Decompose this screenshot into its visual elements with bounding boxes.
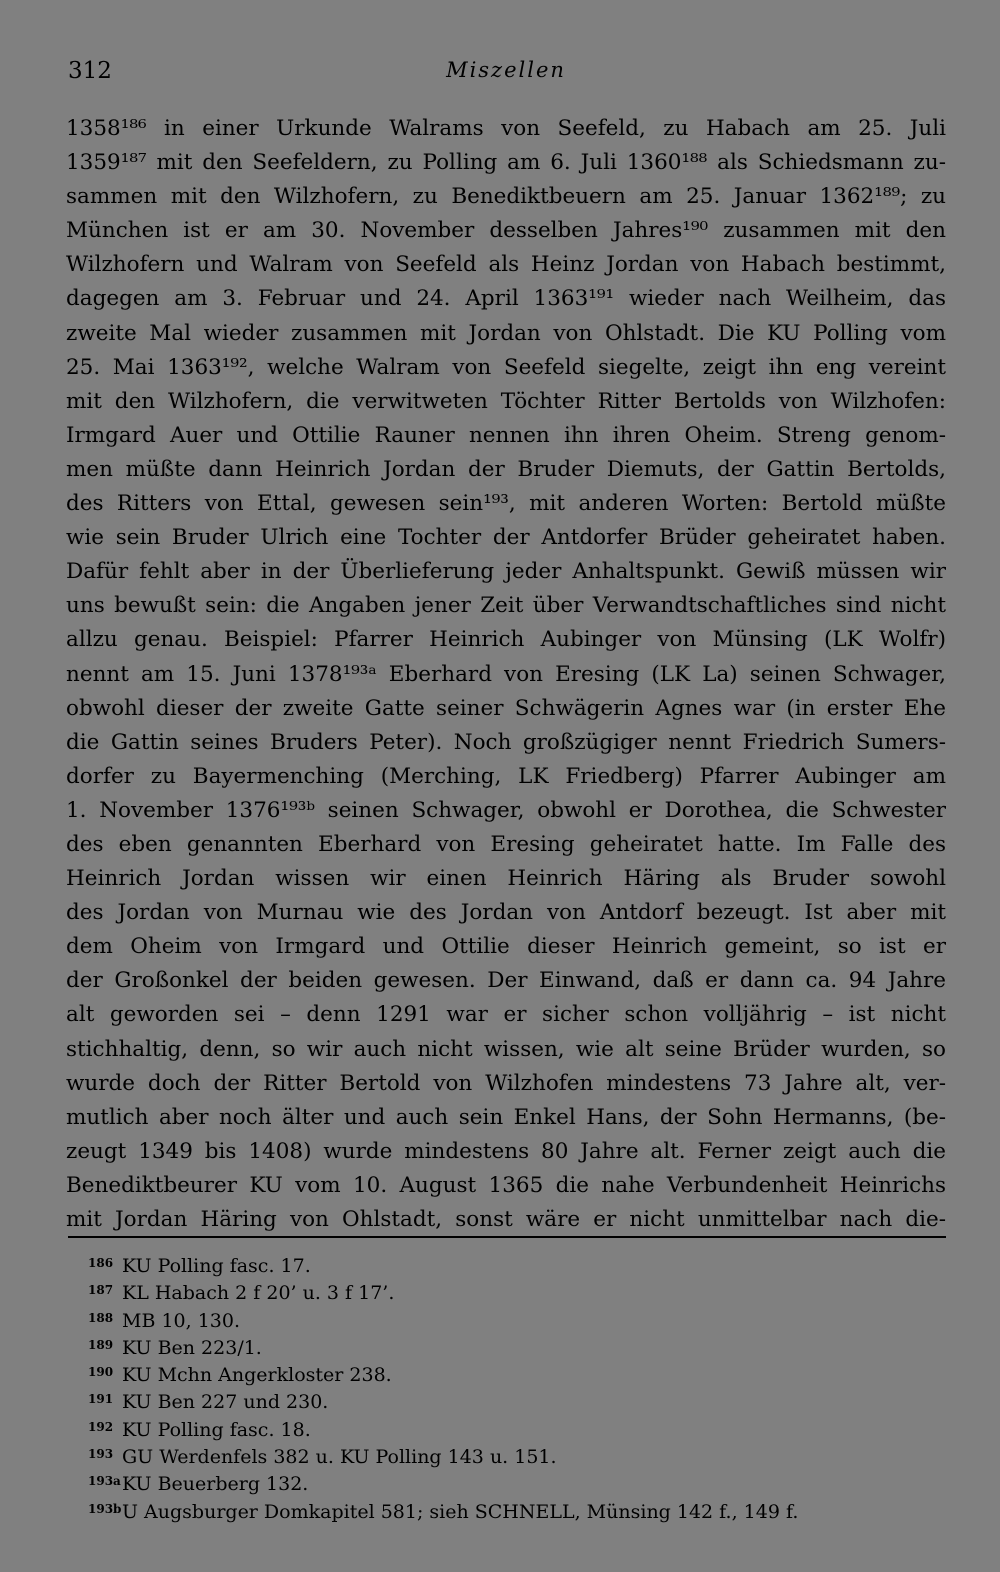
footnote — [88, 1441, 946, 1468]
footnotes — [88, 1250, 946, 1523]
footnote — [88, 1468, 946, 1495]
footnote-text: MB 10, 130. — [122, 1309, 241, 1332]
text-line: München ist er am 30. November desselben Jahres¹⁹⁰ zusammen mit den — [66, 218, 946, 244]
footnote — [88, 1277, 946, 1304]
footnote-number: 193 — [88, 1447, 114, 1462]
text-line: wurde doch der Ritter Bertold von Wilzhofen mindestens 73 Jahre alt, ver- — [66, 1070, 946, 1096]
footnote-number: 193b — [88, 1501, 122, 1516]
footnote — [88, 1496, 946, 1523]
text-line: Wilzhofern und Walram von Seefeld als Heinz Jordan von Habach bestimmt, — [66, 252, 946, 278]
page-header — [66, 54, 946, 90]
text-line: Benediktbeurer KU vom 10. August 1365 die nahe Verbundenheit Heinrichs — [66, 1172, 946, 1198]
footnote-number: 192 — [88, 1419, 114, 1434]
footnote — [88, 1414, 946, 1441]
footnote — [88, 1332, 946, 1359]
footnote-text: U Augsburger Domkapitel 581; sieh SCHNELL, Münsing 142 f., 149 f. — [122, 1500, 799, 1523]
footnote-text: KU Polling fasc. 18. — [122, 1418, 311, 1441]
text-line: die Gattin seines Bruders Peter). Noch großzügiger nennt Friedrich Sumers- — [66, 729, 946, 755]
text-line: 1358¹⁸⁶ in einer Urkunde Walrams von Seefeld, zu Habach am 25. Juli — [66, 116, 946, 141]
text-line: allzu genau. Beispiel: Pfarrer Heinrich Aubinger von Münsing (LK Wolfr) — [66, 627, 946, 653]
footnote-text: KU Beuerberg 132. — [122, 1473, 309, 1496]
text-line: dorfer zu Bayermenching (Merching, LK Friedberg) Pfarrer Aubinger am — [66, 763, 946, 789]
footnote — [88, 1386, 946, 1413]
footnote-text: KU Ben 227 und 230. — [122, 1391, 329, 1414]
text-line: alt geworden sei – denn 1291 war er sicher schon volljährig – ist nicht — [66, 1002, 946, 1028]
text-line: sammen mit den Wilzhofern, zu Benediktbeuern am 25. Januar 1362¹⁸⁹; zu — [66, 184, 946, 210]
footnote-text: KU Ben 223/1. — [122, 1336, 262, 1359]
text-line: wie sein Bruder Ulrich eine Tochter der Antdorfer Brüder geheiratet haben. — [66, 525, 946, 551]
footnote-text: KU Mchn Angerkloster 238. — [122, 1364, 392, 1387]
page-number: 312 — [68, 58, 112, 84]
text-line: des Jordan von Murnau wie des Jordan von Antdorf bezeugt. Ist aber mit — [66, 900, 946, 926]
text-line: Irmgard Auer und Ottilie Rauner nennen ihn ihren Oheim. Streng genom- — [66, 422, 946, 448]
text-line: uns bewußt sein: die Angaben jener Zeit über Verwandtschaftliches sind nicht — [66, 593, 946, 619]
footnote-number: 188 — [88, 1310, 114, 1325]
footnote — [88, 1250, 946, 1277]
running-title: Miszellen — [446, 58, 566, 82]
text-line: stichhaltig, denn, so wir auch nicht wissen, wie alt seine Brüder wurden, so — [66, 1036, 946, 1062]
text-line: zweite Mal wieder zusammen mit Jordan von Ohlstadt. Die KU Polling vom — [66, 320, 946, 346]
text-line: dem Oheim von Irmgard und Ottilie dieser Heinrich gemeint, so ist er — [66, 934, 946, 960]
footnote — [88, 1305, 946, 1332]
text-line: des Ritters von Ettal, gewesen sein¹⁹³, mit anderen Worten: Bertold müßte — [66, 491, 946, 517]
text-line: dagegen am 3. Februar und 24. April 1363¹⁹¹ wieder nach Weilheim, das — [66, 286, 946, 312]
text-line: 1359¹⁸⁷ mit den Seefeldern, zu Polling am 6. Juli 1360¹⁸⁸ als Schiedsmann zu- — [66, 150, 946, 176]
text-line: mit den Wilzhofern, die verwitweten Töchter Ritter Bertolds von Wilzhofen: — [66, 388, 946, 414]
text-line: der Großonkel der beiden gewesen. Der Einwand, daß er dann ca. 94 Jahre — [66, 968, 946, 994]
footnote-number: 191 — [88, 1392, 114, 1407]
footnote-number: 189 — [88, 1337, 114, 1352]
footnote-number: 190 — [88, 1365, 114, 1380]
footnote-number: 186 — [88, 1256, 114, 1270]
text-line: nennt am 15. Juni 1378¹⁹³ᵃ Eberhard von Eresing (LK La) seinen Schwager, — [66, 661, 946, 687]
text-line: mit Jordan Häring von Ohlstadt, sonst wäre er nicht unmittelbar nach die- — [66, 1207, 946, 1232]
book-page — [66, 0, 946, 1572]
text-line: zeugt 1349 bis 1408) wurde mindestens 80 Jahre alt. Ferner zeigt auch die — [66, 1138, 946, 1164]
text-line: mutlich aber noch älter und auch sein Enkel Hans, der Sohn Hermanns, (be- — [66, 1104, 946, 1130]
main-text — [66, 112, 946, 1237]
text-line: Dafür fehlt aber in der Überlieferung jeder Anhaltspunkt. Gewiß müssen wir — [66, 559, 946, 585]
text-line: obwohl dieser der zweite Gatte seiner Schwägerin Agnes war (in erster Ehe — [66, 695, 946, 721]
footnote-text: KU Polling fasc. 17. — [122, 1255, 311, 1277]
text-line: men müßte dann Heinrich Jordan der Bruder Diemuts, der Gattin Bertolds, — [66, 456, 946, 482]
text-line: 25. Mai 1363¹⁹², welche Walram von Seefeld siegelte, zeigt ihn eng vereint — [66, 354, 946, 380]
text-line: Heinrich Jordan wissen wir einen Heinrich Häring als Bruder sowohl — [66, 866, 946, 892]
footnote-number: 193a — [88, 1474, 121, 1489]
footnote-divider — [68, 1236, 946, 1238]
footnote — [88, 1359, 946, 1386]
footnote-text: KL Habach 2 f 20’ u. 3 f 17’. — [122, 1282, 395, 1305]
footnote-text: GU Werdenfels 382 u. KU Polling 143 u. 151. — [122, 1446, 557, 1469]
text-line: 1. November 1376¹⁹³ᵇ seinen Schwager, obwohl er Dorothea, die Schwester — [66, 797, 946, 823]
text-line: des eben genannten Eberhard von Eresing geheiratet hatte. Im Falle des — [66, 831, 946, 857]
footnote-number: 187 — [88, 1283, 114, 1298]
